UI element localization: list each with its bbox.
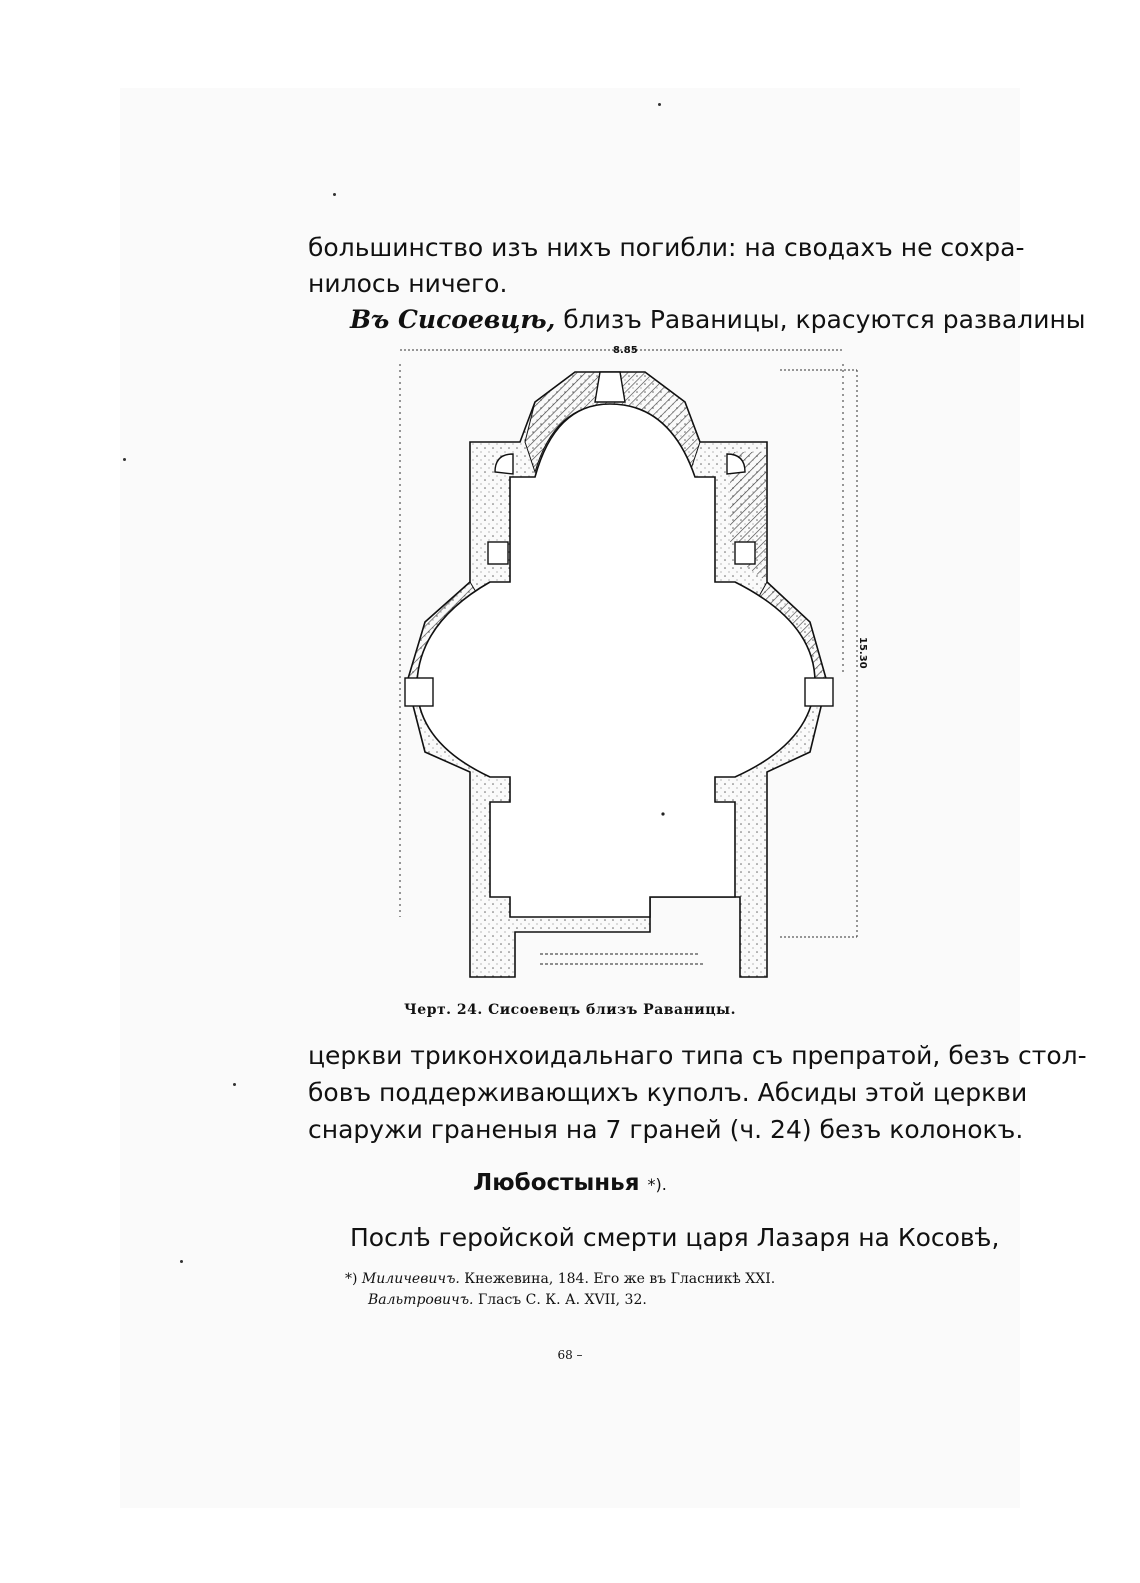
center-dot [661, 812, 664, 815]
figure-caption: Черт. 24. Сисоевецъ близъ Раваницы. [404, 1002, 736, 1018]
footnote-line [368, 1292, 647, 1308]
window-north [405, 678, 433, 706]
text-line: большинство изъ нихъ погибли: на сводахъ не сохра- [308, 233, 1025, 262]
heading-footnote-ref: *). [647, 1175, 667, 1194]
footnote-text: Кнежевина, 184. Его же въ Гласникѣ XXI. [459, 1271, 776, 1287]
text-line: Послѣ геройской смерти царя Лазаря на Косовѣ, [350, 1223, 1000, 1252]
window-east [595, 372, 625, 402]
dimension-label-top: 8.85 [613, 345, 638, 356]
scan-speck [180, 1260, 183, 1263]
text-line: бовъ поддерживающихъ куполъ. Абсиды этой церкви [308, 1078, 1028, 1107]
scan-speck [658, 103, 661, 106]
text-line: снаружи граненыя на 7 граней (ч. 24) безъ колонокъ. [308, 1115, 1024, 1144]
scan-speck [123, 458, 126, 461]
footnote-author: Миличевичъ. [361, 1271, 460, 1287]
text-line: нилось ничего. [308, 269, 508, 298]
heading-title: Любостынья [473, 1170, 640, 1196]
footnote-mark: *) [345, 1271, 358, 1287]
text-line [350, 304, 1086, 336]
church-floor-plan [395, 342, 870, 982]
footnote-line [345, 1271, 775, 1287]
text-fragment: близъ Раваницы, красуются развалины [555, 305, 1086, 334]
text-line: церкви триконхоидальнаго типа съ препратой, безъ стол- [308, 1041, 1087, 1070]
scan-speck [333, 193, 336, 196]
footnote-text: Гласъ С. К. А. XVII, 32. [473, 1292, 647, 1308]
page-number: 68 – [557, 1348, 583, 1362]
scan-speck [233, 1083, 236, 1086]
niche-south [735, 542, 755, 564]
dimension-label-right: 15.30 [857, 637, 868, 669]
niche-north [488, 542, 508, 564]
place-name: Въ Сисоевцѣ, [350, 305, 556, 334]
section-heading [0, 1170, 1140, 1196]
footnote-author: Вальтровичъ. [368, 1292, 474, 1308]
window-south [805, 678, 833, 706]
